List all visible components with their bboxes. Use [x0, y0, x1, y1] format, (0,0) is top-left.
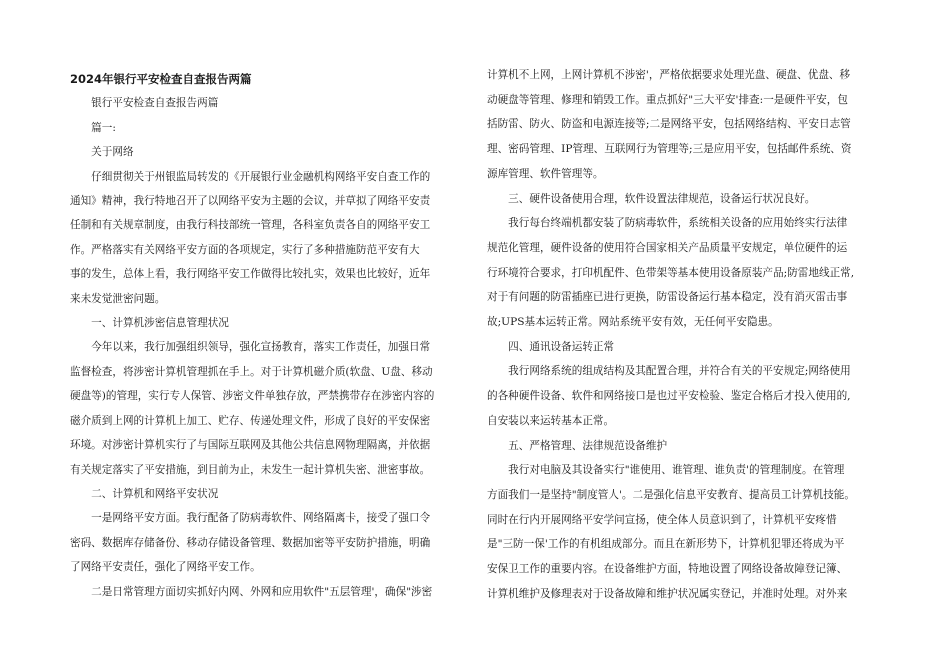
text-line: 我行网络系统的组成结构及其配置合理，并符合有关的平安规定;网络使用 [487, 365, 851, 378]
text-line: 通知》精神，我行特地召开了以网络平安为主题的会议，并草拟了网络平安责 [70, 195, 431, 208]
text-line: 计算机不上网，上网计算机不涉密'，严格依据要求处理光盘、硬盘、优盘、移 [487, 69, 851, 81]
text-line: 今年以来，我行加强组织领导，强化宣扬教育，落实工作责任，加强日常 [70, 341, 431, 354]
text-line: 规范化管理，硬件设备的使用符合国家相关产品质量平安规定，单位硬件的运 [487, 241, 848, 254]
text-line: 仔细贯彻关于州银监局转发的《开展银行业金融机构网络平安自查工作的 [70, 170, 431, 183]
text-line: 动硬盘等管理、修理和销毁工作。重点抓好"三大平安'排查:一是硬件平安，包 [487, 93, 848, 106]
text-line: 我行对电脑及其设备实行"谁使用、谁管理、谁负责'的管理制度。在管理 [487, 464, 845, 477]
text-line: 磁介质到上网的计算机上加工、贮存、传递处理文件，形成了良好的平安保密 [70, 414, 431, 427]
text-line: 我行每台终端机都安装了防病毒软件，系统相关设备的应用始终实行法律 [487, 217, 848, 230]
text-line: 监督检查，将涉密计算机管理抓在手上。对于计算机磁介质(软盘、U盘、移动 [70, 365, 433, 378]
text-line: 方面我们一是坚持"制度管人'。二是强化信息平安教育、提高员工计算机技能。 [487, 488, 855, 501]
text-line: 事的发生，总体上看，我行网络平安工作做得比较扎实，效果也比较好，近年 [70, 268, 431, 281]
section-heading: 四、通讯设备运转正常 [487, 340, 615, 353]
section-heading: 五、严格管理、法律规范设备维护 [487, 439, 668, 452]
text-line: 源库管理、软件管理等。 [487, 167, 604, 180]
text-line: 自安装以来运转基本正常。 [487, 414, 615, 427]
text-line: 是"三防一保'工作的有机组成部分。而且在新形势下，计算机犯罪还将成为平 [487, 538, 845, 551]
text-line: 有关规定落实了平安措施，到目前为止，未发生一起计算机失密、泄密事故。 [70, 463, 431, 476]
left-column [70, 67, 468, 604]
text-line: 作。严格落实有关网络平安方面的各项规定，实行了多种措施防范平安有大 [70, 243, 420, 256]
text-line: 同时在行内开展网络平安学问宣扬，使全体人员意识到了，计算机平安疼惜 [487, 513, 837, 526]
text-line: 的各种硬件设备、软件和网络接口是也过平安检验、鉴定合格后才投入使用的, [487, 390, 851, 403]
text-line: 行环境符合要求，打印机配件、色带架等基本使用设备原装产品;防雷地线正常, [487, 266, 855, 279]
text-line: 计算机维护及修理表对于设备故障和维护状况属实登记，并准时处理。对外来 [487, 587, 848, 600]
subtitle-line: 银行平安检查自查报告两篇 [70, 97, 219, 110]
text-line: 了网络平安责任，强化了网络平安工作。 [70, 561, 261, 574]
text-line: 一是网络平安方面。我行配备了防病毒软件、网络隔离卡，接受了强口令 [70, 512, 431, 525]
text-line: 理、密码管理、IP管理、互联网行为管理等;三是应用平安，包括邮件系统、资 [487, 143, 852, 156]
text-line: 篇一: [70, 121, 116, 134]
document-title: 2024年银行平安检查自查报告两篇 [70, 72, 252, 86]
text-line: 环境。对涉密计算机实行了与国际互联网及其他公共信息网物理隔离，并依据 [70, 439, 431, 452]
text-line: 任制和有关规章制度，由我行科技部统一管理，各科室负责各自的网络平安工 [70, 219, 431, 232]
section-heading: 一、计算机涉密信息管理状况 [70, 317, 229, 330]
text-line: 括防雷、防火、防盗和电源连接等;二是网络平安，包括网络结构、平安日志管 [487, 118, 851, 131]
text-line: 故;UPS基本运转正常。网站系统平安有效，无任何平安隐患。 [487, 316, 779, 329]
text-line: 对于有问题的防雷插座已进行更换，防雷设备运行基本稳定，没有消灭雷击事 [487, 291, 848, 304]
text-line: 硬盘等)的管理，实行专人保管、涉密文件单独存放，严禁携带存在涉密内容的 [70, 390, 435, 403]
text-line: 安保卫工作的重要内容。在设备维护方面，特地设置了网络设备故障登记簿、 [487, 563, 848, 576]
text-line: 来未发觉泄密问题。 [70, 292, 166, 305]
section-heading: 三、硬件设备使用合理，软件设置法律规范，设备运行状况良好。 [487, 192, 816, 205]
right-column [487, 63, 885, 606]
text-line: 密码、数据库存储备份、移动存储设备管理、数据加密等平安防护措施，明确 [70, 536, 431, 549]
section-heading: 二、计算机和网络平安状况 [70, 487, 219, 500]
section-heading: 关于网络 [70, 146, 134, 159]
text-line: 二是日常管理方面切实抓好内网、外网和应用软件"五层管理'，确保"涉密 [70, 585, 433, 598]
